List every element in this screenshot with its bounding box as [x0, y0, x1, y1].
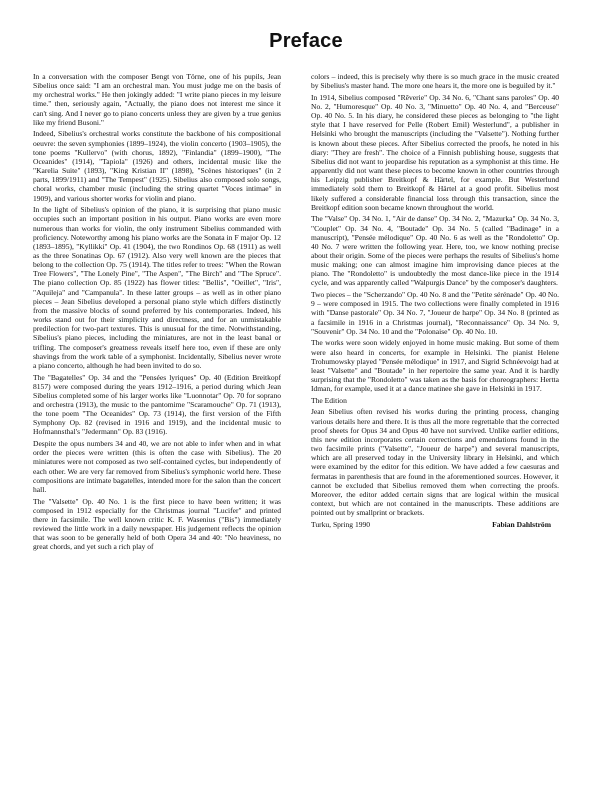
paragraph-1915-1916: Two pieces – the "Scherzando" Op. 40 No. 8 and the "Petite sérénade" Op. 40 No. 9 – were composed in 1915. The two collections were finally completed in 1916 with "Danse pastorale" Op. 34 No. 7, "Joueur de harpe" Op. 34 No. 8 (printed as a facsimile in 1916 in a Christmas journal), "Reconnaissance" Op. 34 No. 9, "Souvenir" Op. 34 No. 10 and the "Polonaise" Op. 40 No. 10. — [311, 290, 559, 336]
left-column — [33, 72, 281, 551]
paragraph-1914-pieces: In 1914, Sibelius composed "Rêverie" Op. 34 No. 6, "Chant sans paroles" Op. 40 No. 2, "Humoresque" Op. 40 No. 3, "Minuetto" Op. 40 No. 4, and "Berceuse" Op. 40 No. 5. In his diary, he considered these pieces as belonging to "the light style that I have reserved for Pelle (Robert Emil) Westerlund", a publisher in Helsinki who brought the manuscripts (including the "Valsette"). Nothing further is known about these pieces. After Sibelius corrected the proofs, he noted in his diary: "They are fresh". The choice of a Finnish publishing house, suggests that Sibelius did not want to jeopardise his reputation as a symphonist at this time. He apparently did not want these pieces to become known in other countries through his Leipzig publisher Breitkopf & Härtel, for example. But Westerlund immediately sold them to Breitkopf & Härtel at a good profit. Sibelius most likely suffered a considerable financial loss through this transaction, since the Breitkopf edition soon became known throughout the world. — [311, 92, 559, 212]
paragraph-following-year: The "Valse" Op. 34 No. 1, "Air de danse" Op. 34 No. 2, "Mazurka" Op. 34 No. 3, "Couplet" Op. 34 No. 4, "Boutade" Op. 34 No. 5 (called "Badinage" in a manuscript), "Pensée mélodique" Op. 40 No. 6 as well as the "Rondoletto" Op. 40 No. 7 were written the following year. Here, too, we know nothing precise about their origin. Some of the pieces were perhaps the results of Sibelius's home music making; one can almost imagine him improvising dance pieces at the piano. The "Rondoletto" is undoubtedly the most dance-like piece in the 1914 cycle, and was apparently called "Walpurgis Dance" by the composer's daughters. — [311, 214, 559, 288]
place-date: Turku, Spring 1990 — [311, 519, 371, 529]
edition-heading: The Edition — [311, 395, 347, 405]
paragraph-valsette: The "Valsette" Op. 40 No. 1 is the first piece to have been written; it was composed in 1912 especially for the Christmas journal "Lucifer" and printed there in facsimile. The well known critic K. F. Wasenius ("Bis") immediately reviewed the little work in a daily newspaper. His judgement reflects the opinion that was soon to be generally held of both Opera 34 and 40: "No heaviness, no great chords, and yet such a rich play of — [33, 496, 281, 552]
paragraph-intro: In a conversation with the composer Bengt von Törne, one of his pupils, Jean Sibelius once said: "I am an orchestral man. You must judge me on the basis of my orchestral works." He then jokingly added: "I write piano pieces in my leisure time." then, seriously again, "Actually, the piano does not interest me since it can't sing. And I never go to piano concerts unless they are given by a true genius like my friend Busoni." — [33, 72, 281, 127]
paragraph-bagatelles: The "Bagatelles" Op. 34 and the "Pensées lyriques" Op. 40 (Edition Breitkopf 8157) were composed during the years 1912–1916, a period during which Jean Sibelius completed some of his larger works like "Luonnotar" Op. 70 for soprano and orchestra (1913), the music to the pantomime "Scaramouche" Op. 71 (1913), the tone poem "The Oceanides" Op. 73 (1914), the first version of the Fifth Symphony Op. 82 (revised in 1916 and 1919), and the incidental music to Hofmannsthal's "Jedermann" Op. 83 (1916). — [33, 372, 281, 437]
paragraph-opus-numbers: Despite the opus numbers 34 and 40, we are not able to infer when and in what order the pieces were written (this is often the case with Sibelius). The 20 miniatures were not composed as two self-contained cycles, but independently of each other. We are very far removed from Sibelius's symphonic world here. These compositions are intimate bagatelles, intended more for the salon than the concert hall. — [33, 439, 281, 494]
paragraph-piano-music: In the light of Sibelius's opinion of the piano, it is surprising that piano music occupies such an important position in his output. Piano works are even more numerous than works for violin, the only instrument Sibelius commanded with proficiency. Noteworthy among his piano works are the Sonata in F major Op. 12 (1893–1895), "Kyllikki" Op. 41 (1904), the two Rondinos Op. 68 (1911) as well as the three Sonatinas Op. 67 (1912). Also very well known are the pieces that belong to the collection Op. 75 (1914). The titles refer to trees: "When the Rowan Tree Flowers", "The Lonely Pine", "The Aspen", "The Birch" and "The Spruce". The piano collection Op. 85 (1922) has flower titles: "Bellis", "Oeillet", "Iris", "Aquileja" and "Campanula". In these latter groups – as well as in other piano pieces – Jean Sibelius developed a personal piano style which differs distinctly from the massive blocks of sound preferred by his contemporaries. Indeed, his works stand out for their simplicity and directness, and for an unmistakable predilection for two-part textures. This is unusual for the time. Notwithstanding, Sibelius's piano pieces, including the miniatures, are not in the least banal or trifling. The composer's greatness reveals itself here too, even if these are only shavings from the work table of a symphonist. Incidentally, Sibelius never wrote a piano concerto, although he had been invited to do so. — [33, 205, 281, 370]
paragraph-edition: Jean Sibelius often revised his works during the printing process, changing various details here and there. It is thus all the more regrettable that the corrected proof sheets for Opus 34 and Opus 40 have not survived. Unlike earlier editions, this new edition incorporates certain corrections and emendations found in the two facsimile prints ("Valsette", "Joueur de harpe") and several manuscripts, which are all preserved today in the University library in Helsinki, and which were examined by the editor for this edition. We have added a few caesuras and fermatas in parenthesis that are found in the aforementioned sources. However, it cannot be excluded that Sibelius removed them when correcting the proofs. Moreover, the editor added certain signs that are logical within the musical context, but which are not contained in the manuscripts. These additions are pointed out by smallprint or brackets. — [311, 407, 559, 518]
author-name: Fabian Dahlström — [492, 519, 551, 529]
paragraph-quote-continued: colors – indeed, this is precisely why there is so much grace in the music created by Sibelius's master hand. The more one hears it, the more one is beguiled by it." — [311, 72, 559, 91]
right-column — [311, 72, 559, 529]
paragraph-reception: The works were soon widely enjoyed in home music making. But some of them were also heard in concerts, for example in Helsinki. The pianist Helene Trohumowsky played "Pensée mélodique" in 1917, and Sigrid Schnéevoigt had at least "Valsette" and "Boutade" in her repertoire the same year. And it is hardly surprising that the "Rondoletto" was taken as the basis for choreographers: Hertta Idman, for example, used it at a dance matinee she gave in Helsinki in 1917. — [311, 338, 559, 394]
paragraph-orchestral-works: Indeed, Sibelius's orchestral works constitute the backbone of his compositional oeuvre: the seven symphonies (1899–1924), the violin concerto (1903–1905), the tone poems "Kullervo" (with chorus, 1892), "Finlandia" (1899–1900), "The Oceanides" (1914), "Tapiola" (1926) and others, incidental music like the "Karelia Suite" (1893), "King Kristian II" (1898), "Scènes historiques" (in 2 parts, 1899/1911) and "The Tempest" (1925). Sibelius also composed solo songs, choral works, chamber music (including the string quartet "Voces intimae" in 1909), and various shorter works for violin and piano. — [33, 129, 281, 203]
signature-line — [311, 520, 559, 529]
page-title: Preface — [269, 30, 343, 52]
